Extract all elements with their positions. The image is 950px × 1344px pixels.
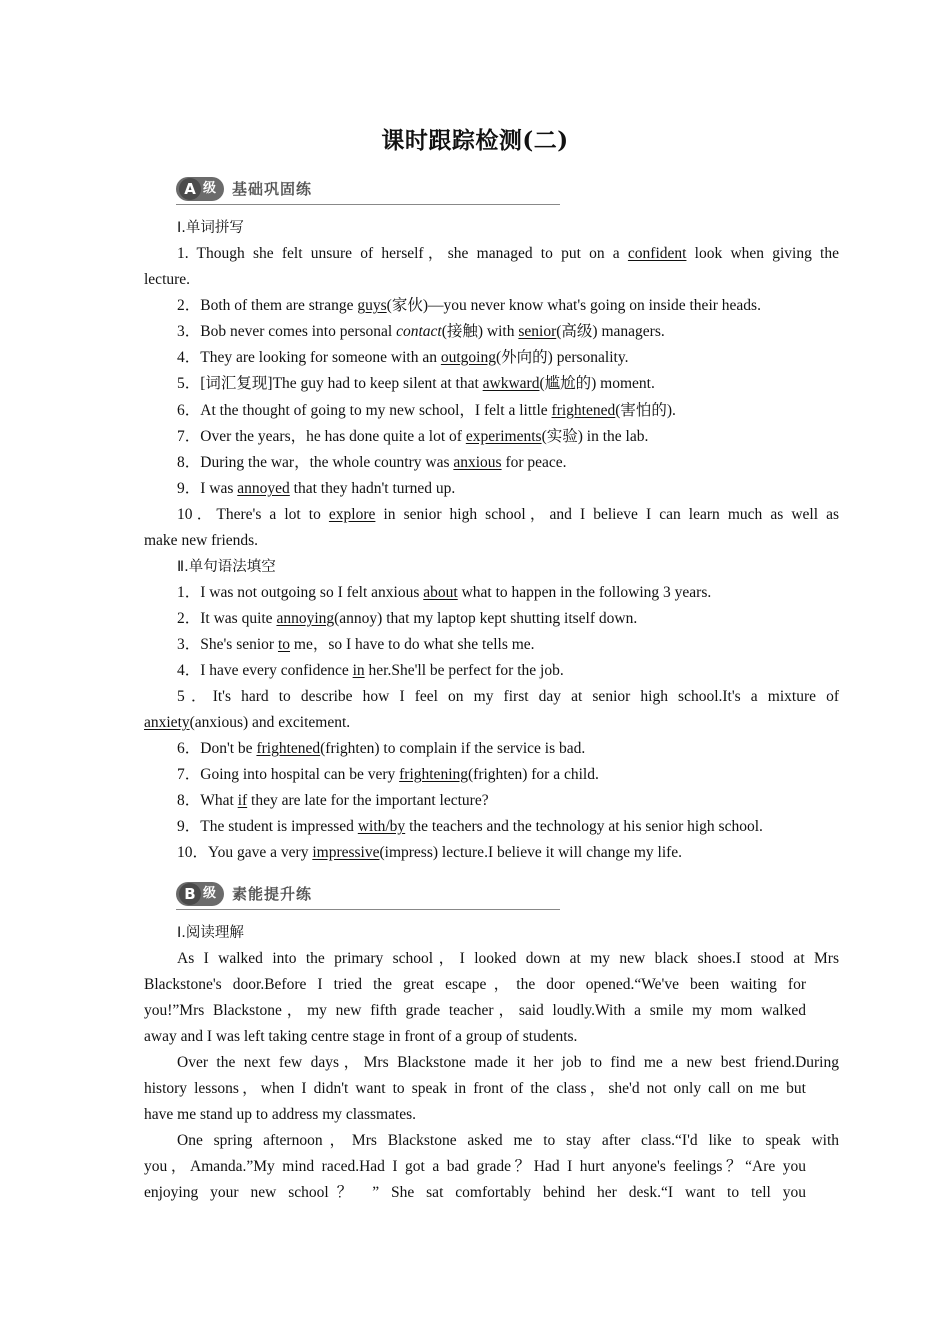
q1-item-7: 7．Over the years，he has done quite a lot of experiments(实验) in the lab. (177, 428, 649, 445)
reading-line-9: you，Amanda.”My mind raced.Had I got a bad grade？Had I hurt anyone's feelings？“Are you (144, 1158, 806, 1175)
q2-item-5: 5．It's hard to describe how I feel on my first day at senior high school.It's a mixture of (177, 688, 839, 705)
q2-item-6: 6．Don't be frightened(frighten) to complain if the service is bad. (177, 740, 586, 757)
q1-item-4: 4．They are looking for someone with an outgoing(外向的) personality. (177, 349, 629, 366)
level-b-letter: B (179, 883, 201, 905)
reading-line-8: One spring afternoon，Mrs Blackstone asked me to stay after class.“I'd like to speak with (177, 1132, 839, 1149)
reading-line-7: have me stand up to address my classmates. (144, 1106, 417, 1123)
q1-item-10-cont: make new friends. (144, 532, 259, 549)
q1-item-8: 8．During the war，the whole country was anxious for peace. (177, 454, 567, 471)
q2-item-7: 7．Going into hospital can be very frightening(frighten) for a child. (177, 766, 599, 783)
level-a-rule (176, 204, 560, 205)
level-b-rule (176, 909, 560, 910)
q2-item-2: 2．It was quite annoying(annoy) that my laptop kept shutting itself down. (177, 610, 638, 627)
level-b-badge (176, 882, 224, 906)
level-a-suffix: 级 (203, 181, 217, 196)
level-a-header (176, 176, 560, 210)
reading-line-2: Blackstone's door.Before I tried the great escape，the door opened.“We've been waiting for (144, 976, 806, 993)
q2-item-4: 4．I have every confidence in her.She'll be perfect for the job. (177, 662, 564, 679)
q1-item-6: 6．At the thought of going to my new school，I felt a little frightened(害怕的). (177, 402, 676, 419)
q1-item-10: 10．There's a lot to explore in senior high school，and I believe I can learn much as well as (177, 506, 839, 523)
section-heading-grammar: Ⅱ.单句语法填空 (177, 559, 276, 575)
q2-item-3: 3．She's senior to me，so I have to do what she tells me. (177, 636, 535, 653)
level-b-suffix: 级 (203, 886, 217, 901)
q1-item-1: 1. Though she felt unsure of herself，she managed to put on a confident look when giving the (177, 245, 839, 262)
q2-item-8: 8．What if they are late for the important lecture? (177, 792, 489, 809)
level-a-letter: A (179, 178, 201, 200)
reading-line-4: away and I was left taking centre stage in front of a group of students. (144, 1028, 578, 1045)
q1-item-1-cont: lecture. (144, 271, 191, 288)
reading-line-6: history lessons，when I didn't want to speak in front of the class，she'd not only call on me but (144, 1080, 806, 1097)
q1-item-5: 5．[词汇复现]The guy had to keep silent at that awkward(尴尬的) moment. (177, 375, 655, 392)
level-a-badge (176, 177, 224, 201)
q2-item-5-cont: anxiety(anxious) and excitement. (144, 714, 351, 731)
reading-line-1: As I walked into the primary school，I looked down at my new black shoes.I stood at Mrs (177, 950, 839, 967)
reading-line-10: enjoying your new school？ ” She sat comfortably behind her desk.“I want to tell you (144, 1184, 806, 1201)
level-a-name: 基础巩固练 (232, 180, 313, 198)
q2-item-9: 9．The student is impressed with/by the teachers and the technology at his senior high school. (177, 818, 763, 835)
q1-item-3: 3．Bob never comes into personal contact(接触) with senior(高级) managers. (177, 323, 665, 340)
section-heading-reading: Ⅰ.阅读理解 (177, 925, 244, 941)
level-b-header (176, 881, 560, 915)
reading-line-3: you!”Mrs Blackstone，my new fifth grade teacher，said loudly.With a smile my mom walked (144, 1002, 806, 1019)
q2-item-10: 10．You gave a very impressive(impress) lecture.I believe it will change my life. (177, 844, 683, 861)
reading-line-5: Over the next few days，Mrs Blackstone made it her job to find me a new best friend.During (177, 1054, 839, 1071)
q1-item-9: 9．I was annoyed that they hadn't turned up. (177, 480, 456, 497)
page-title: 课时跟踪检测(二) (381, 127, 569, 154)
level-b-name: 素能提升练 (232, 885, 313, 903)
q1-item-2: 2．Both of them are strange guys(家伙)—you never know what's going on inside their heads. (177, 297, 761, 314)
q2-item-1: 1．I was not outgoing so I felt anxious about what to happen in the following 3 years. (177, 584, 712, 601)
section-heading-spelling: Ⅰ.单词拼写 (177, 220, 244, 236)
